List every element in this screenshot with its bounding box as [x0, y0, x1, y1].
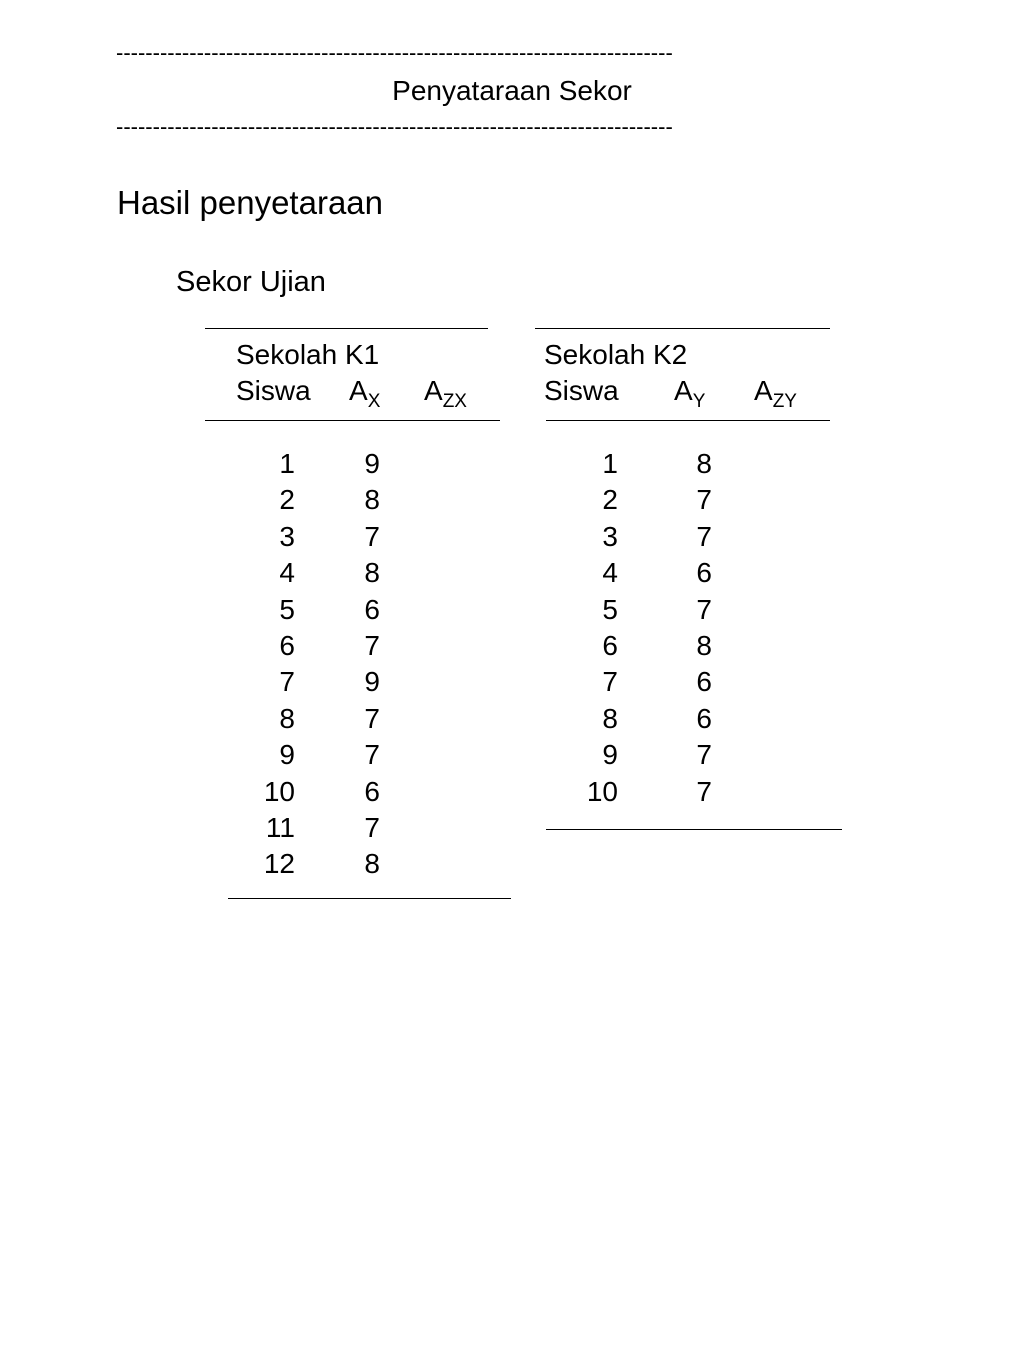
k2-siswa-cell: 9 [602, 739, 618, 771]
k2-score-cell: 7 [696, 484, 712, 516]
k1-siswa-cell: 3 [279, 520, 295, 552]
k1-siswa-cell: 8 [279, 702, 295, 734]
k1-score-cell: 8 [364, 557, 380, 589]
k1-score-cell: 6 [364, 593, 380, 625]
k1-siswa-cell: 5 [279, 593, 295, 625]
k1-col-siswa: Siswa [236, 375, 311, 406]
k2-score-cell: 6 [696, 702, 712, 734]
k2-siswa-cell: 4 [602, 557, 618, 589]
k2-school-label: Sekolah K2 [544, 339, 688, 370]
k2-siswa-cell: 2 [602, 484, 618, 516]
k2-siswa-cell: 6 [602, 630, 618, 661]
k1-siswa-cell: 10 [263, 775, 295, 807]
k2-col-azy [754, 375, 797, 411]
k1-col-azx-sub: ZX [442, 391, 467, 412]
k1-siswa-cell: 2 [279, 484, 295, 516]
k2-bottom-rule [546, 829, 842, 830]
k1-col-ax-sub: X [367, 391, 381, 412]
k2-col-siswa: Siswa [544, 375, 619, 406]
k2-col-ay-main: A [674, 375, 693, 406]
k2-siswa-cell: 5 [602, 593, 618, 625]
k1-school-label: Sekolah K1 [236, 339, 380, 370]
k2-siswa-cell: 7 [602, 666, 618, 698]
k1-siswa-cell: 4 [279, 557, 295, 589]
k1-siswa-cell: 9 [279, 739, 295, 771]
k1-score-cell: 7 [364, 702, 380, 734]
k1-score-cell: 8 [364, 484, 380, 516]
k1-col-ax [349, 375, 380, 411]
k1-col-azx [424, 375, 467, 411]
k2-score-cell: 7 [696, 739, 712, 771]
k2-top-rule [535, 328, 830, 329]
k1-score-cell: 7 [364, 630, 380, 661]
k2-col-ay-sub: Y [692, 391, 706, 412]
k1-score-cell: 7 [364, 812, 380, 843]
k1-score-cell: 7 [364, 739, 380, 771]
k1-siswa-cell: 12 [263, 848, 295, 880]
k1-siswa-cell: 11 [265, 812, 295, 843]
k2-siswa-cell: 1 [602, 448, 618, 479]
k1-top-rule [205, 328, 488, 329]
top-dashed-rule: ---------------------------------------------------------------------------- [116, 40, 673, 65]
k2-score-cell: 8 [696, 630, 712, 661]
bottom-dashed-rule: ---------------------------------------------------------------------------- [116, 114, 673, 139]
k1-siswa-cell: 7 [279, 666, 295, 698]
k2-col-azy-sub: ZY [772, 391, 797, 412]
k2-score-cell: 6 [696, 666, 712, 698]
k1-col-azx-main: A [424, 375, 443, 406]
k2-siswa-cell: 8 [602, 702, 618, 734]
k1-score-cell: 9 [364, 448, 380, 479]
k1-col-ax-main: A [349, 375, 368, 406]
k1-score-cell: 7 [364, 520, 380, 552]
k1-score-cell: 8 [364, 848, 380, 880]
k2-siswa-cell: 3 [602, 520, 618, 552]
subsection-title: Sekor Ujian [176, 266, 326, 298]
k2-siswa-cell: 10 [586, 775, 618, 807]
k2-score-cell: 6 [696, 557, 712, 589]
k2-col-azy-main: A [754, 375, 773, 406]
k1-header-rule [205, 420, 500, 421]
k1-siswa-cell: 6 [279, 630, 295, 661]
section-title: Hasil penyetaraan [117, 184, 383, 221]
k1-score-cell: 9 [364, 666, 380, 698]
k2-score-cell: 7 [696, 520, 712, 552]
page-title: Penyataraan Sekor [392, 75, 632, 106]
k2-col-ay [674, 375, 705, 411]
k2-score-cell: 7 [696, 775, 712, 807]
k1-bottom-rule [228, 898, 511, 899]
k1-score-cell: 6 [364, 775, 380, 807]
k2-score-cell: 8 [696, 448, 712, 479]
k1-siswa-cell: 1 [279, 448, 295, 479]
k2-score-cell: 7 [696, 593, 712, 625]
k2-header-rule [546, 420, 830, 421]
